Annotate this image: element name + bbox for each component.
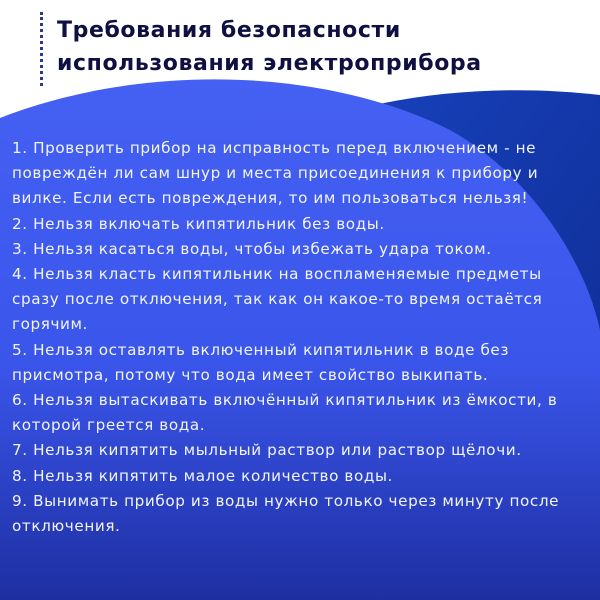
safety-rules-list xyxy=(12,136,592,539)
list-item: 2. Нельзя включать кипятильник без воды. xyxy=(12,214,385,233)
list-item: 4. Нельзя класть кипятильник на воспламеняемые предметы сразу после отключения, так как он какое-то время остаётся горячим. xyxy=(12,265,543,334)
dotted-divider xyxy=(40,12,43,86)
list-item: 9. Вынимать прибор из воды нужно только через минуту после отключения. xyxy=(12,491,560,536)
list-item: 6. Нельзя вытаскивать включённый кипятильник из ёмкости, в которой греется вода. xyxy=(12,391,558,435)
list-item: 7. Нельзя кипятить мыльный раствор или раствор щёлочи. xyxy=(12,441,522,460)
list-item: 5. Нельзя оставлять включенный кипятильник в воде без присмотра, потому что вода имеет свойство выкипать. xyxy=(12,340,510,384)
list-item: 1. Проверить прибор на исправность перед включением - не повреждён ли сам шнур и места присоединения к прибору и вилке. Если есть повреждения, то им пользоваться нельзя! xyxy=(12,139,539,208)
header xyxy=(40,10,580,88)
page-title: Требования безопасности использования электроприбора xyxy=(57,18,482,76)
list-item: 8. Нельзя кипятить малое количество воды. xyxy=(12,466,393,485)
list-item: 3. Нельзя касаться воды, чтобы избежать удара током. xyxy=(12,239,492,258)
